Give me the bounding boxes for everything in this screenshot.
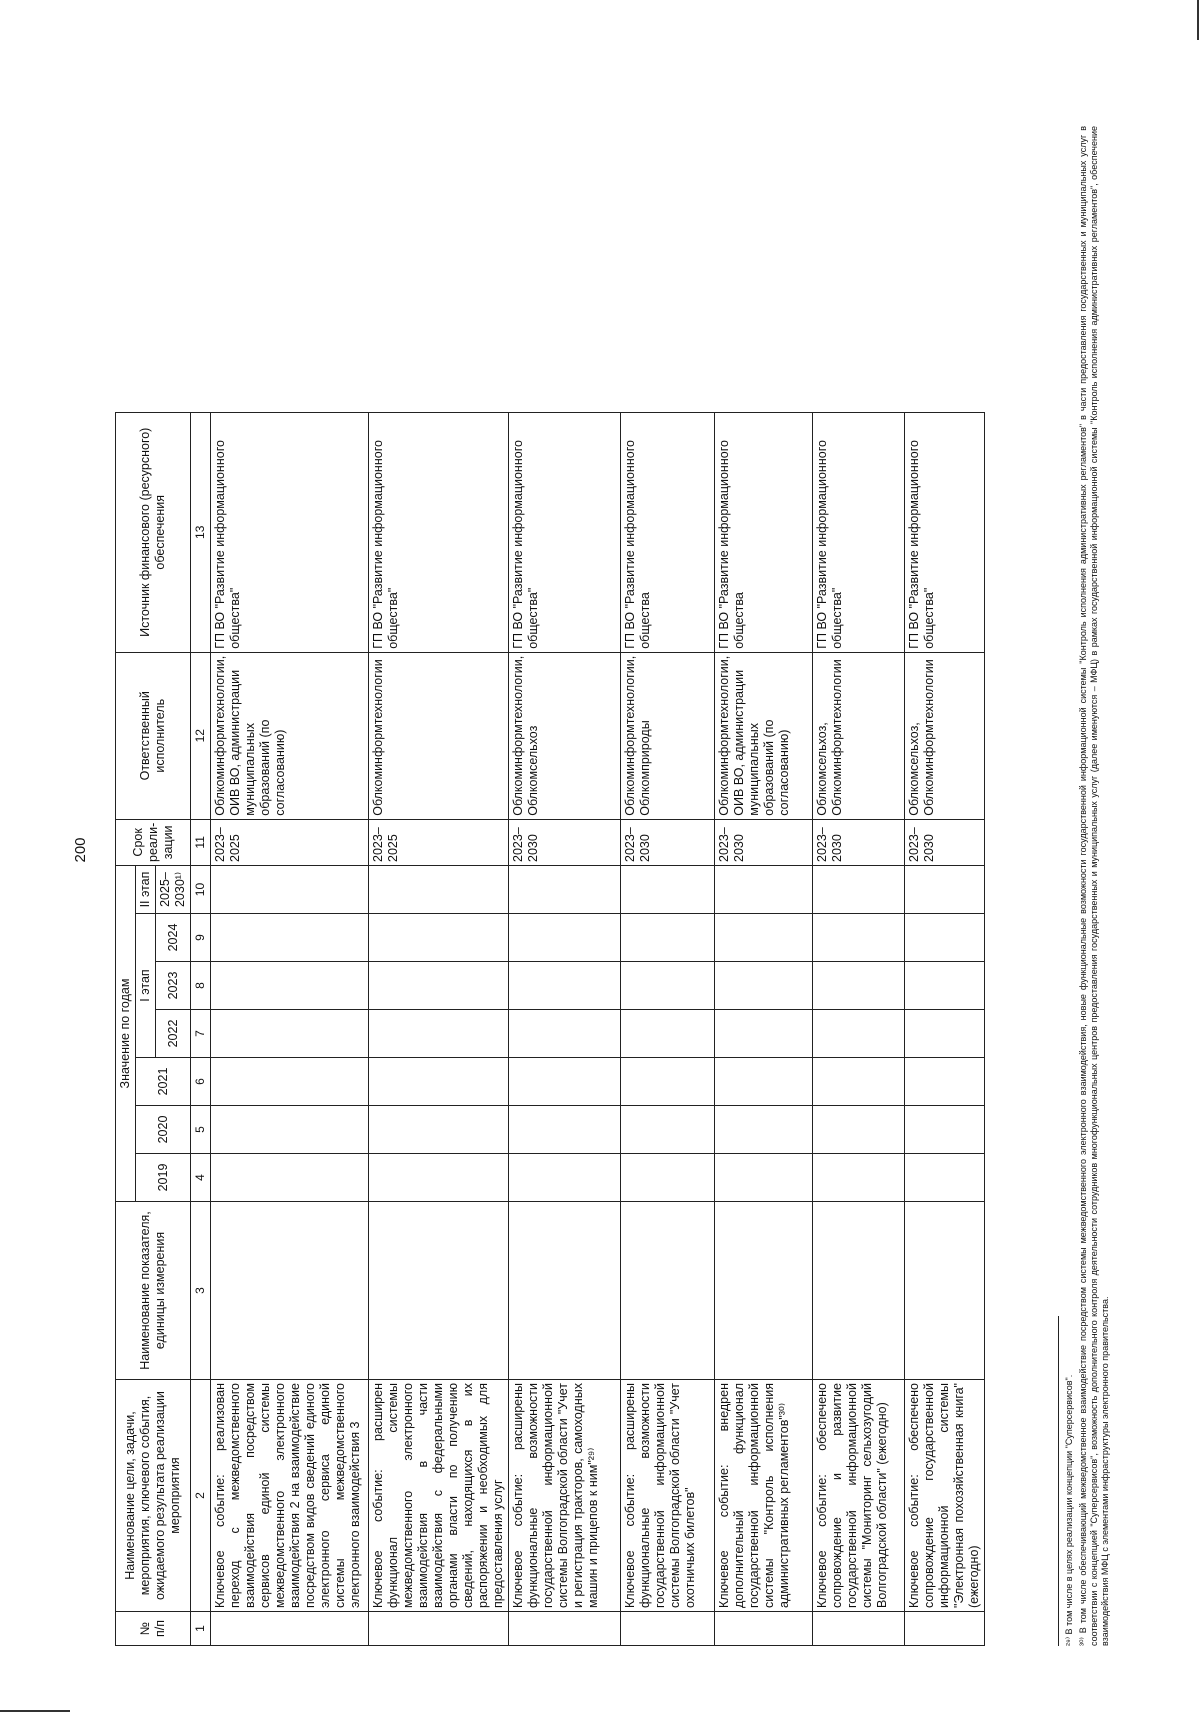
- header-source: Источник финансового (ресурсного) обеспечения: [116, 412, 191, 652]
- header-2019: 2019: [136, 1154, 191, 1202]
- row-name: Ключевое событие: внедрен дополнительный функционал государственной информационной системы "Контроль исполнения административных регламентов"³⁰⁾: [715, 1380, 813, 1612]
- row-name: Ключевое событие: обеспечено сопровождение и развитие государственной информационной системы "Мониторинг сельхозугодий Волгоградской области" (ежегодно): [813, 1380, 905, 1612]
- colnum: 1: [191, 1612, 211, 1646]
- header-name: Наименование цели, задачи, мероприятия, ключевого события, ожидаемого результата реализации мероприятия: [116, 1380, 191, 1612]
- colnum: 13: [191, 412, 211, 652]
- colnum: 2: [191, 1380, 211, 1612]
- header-term: Срок реали-зации: [116, 819, 191, 865]
- header-values-group: Значение по годам: [116, 866, 136, 1202]
- footnote-29: ²⁹⁾ В том числе в целях реализации концепции "Суперсервисов".: [1064, 1374, 1074, 1646]
- colnum: 10: [191, 866, 211, 914]
- row-executor: Облкоминформтехнологии, ОИВ ВО, администрации муниципальных образований (по согласованию): [715, 652, 813, 819]
- colnum: 11: [191, 819, 211, 865]
- header-stage1: I этап: [136, 914, 156, 1058]
- header-stage2: II этап: [136, 866, 156, 914]
- row-source: ГП ВО "Развитие информационного общества: [715, 412, 813, 652]
- row-name: Ключевое событие: расширены функциональные возможности государственной информационной системы Волгоградской области "Учет охотничьих билетов": [621, 1380, 715, 1612]
- colnum: 8: [191, 962, 211, 1010]
- colnum: 9: [191, 914, 211, 962]
- row-name: Ключевое событие: расширены функциональные возможности государственной информационной системы Волгоградской области "Учет и регистрация тракторов, самоходных машин и прицепов к ним"²⁹⁾: [509, 1380, 621, 1612]
- row-name: Ключевое событие: реализован переход с межведомственного взаимодействия посредством сервисов единой системы межведомственного электронного взаимодействия 2 на взаимодействие посредством видов сведений единого электронного сервиса единой системы межведомственного электронного взаимодействия 3: [211, 1380, 369, 1612]
- row-executor: Облкомсельхоз, Облкоминформтехнологии: [905, 652, 985, 819]
- page-number: 200: [72, 837, 89, 863]
- row-source: ГП ВО "Развитие информационного общества: [621, 412, 715, 652]
- colnum: 7: [191, 1010, 211, 1058]
- row-source: ГП ВО "Развитие информационного общества": [509, 412, 621, 652]
- row-source: ГП ВО "Развитие информационного общества": [211, 412, 369, 652]
- row-term: 2023–2030: [621, 819, 715, 865]
- row-term: 2023–2025: [369, 819, 509, 865]
- row-executor: Облкоминформтехнологии, Облкомсельхоз: [509, 652, 621, 819]
- row-term: 2023–2030: [509, 819, 621, 865]
- header-2024: 2024: [156, 914, 191, 962]
- header-no: № п/п: [116, 1612, 191, 1646]
- header-2020: 2020: [136, 1106, 191, 1154]
- row-source: ГП ВО "Развитие информационного общества": [905, 412, 985, 652]
- row-executor: Облкоминформтехнологии, ОИВ ВО, администрации муниципальных образований (по согласованию): [211, 652, 369, 819]
- colnum: 4: [191, 1154, 211, 1202]
- header-2025-2030: 2025–2030¹⁾: [156, 866, 191, 914]
- row-term: 2023–2030: [813, 819, 905, 865]
- colnum: 12: [191, 652, 211, 819]
- row-term: 2023–2030: [715, 819, 813, 865]
- header-2022: 2022: [156, 1010, 191, 1058]
- row-term: 2023–2030: [905, 819, 985, 865]
- row-executor: Облкоминформтехнологии, Облкомприроды: [621, 652, 715, 819]
- row-executor: Облкоминформтехнологии: [369, 652, 509, 819]
- header-indicator: Наименование показателя, единицы измерения: [116, 1202, 191, 1380]
- colnum: 6: [191, 1058, 211, 1106]
- row-source: ГП ВО "Развитие информационного общества": [813, 412, 905, 652]
- header-2021: 2021: [136, 1058, 191, 1106]
- colnum: 3: [191, 1202, 211, 1380]
- row-executor: Облкомсельхоз, Облкоминформтехнологии: [813, 652, 905, 819]
- row-name: Ключевое событие: расширен функционал системы межведомственного электронного взаимодействия в части взаимодействия с федеральными органами власти по получению сведений, находящихся в их распоряжении и необходимых для предоставления услуг: [369, 1380, 509, 1612]
- footnote-30: ³⁰⁾ В том числе обеспечивающий межведомственное взаимодействие посредством системы межведомственного электронного взаимодействия, новые функциональные возможности государственной информационной системы "Контроль исполнения административных регламентов" в части предоставления государственных и муниципальных услуг в соответствии с концепцией "Суперсервисов", возможность дополнительного контроля деятельности сотрудников многофункциональных центров предоставления государственных и муниципальных услуг (далее именуются – МФЦ) в рамках государственной информационной системы "Контроль исполнения административных регламентов", обеспечение взаимодействия МФЦ с элементами инфраструктуры электронного правительства.: [1078, 126, 1110, 1646]
- row-source: ГП ВО "Развитие информационного общества": [369, 412, 509, 652]
- row-name: Ключевое событие: обеспечено сопровождение государственной информационной системы "Электронная похозяйственная книга" (ежегодно): [905, 1380, 985, 1612]
- header-2023: 2023: [156, 962, 191, 1010]
- row-term: 2023–2025: [211, 819, 369, 865]
- header-executor: Ответственный исполнитель: [116, 652, 191, 819]
- colnum: 5: [191, 1106, 211, 1154]
